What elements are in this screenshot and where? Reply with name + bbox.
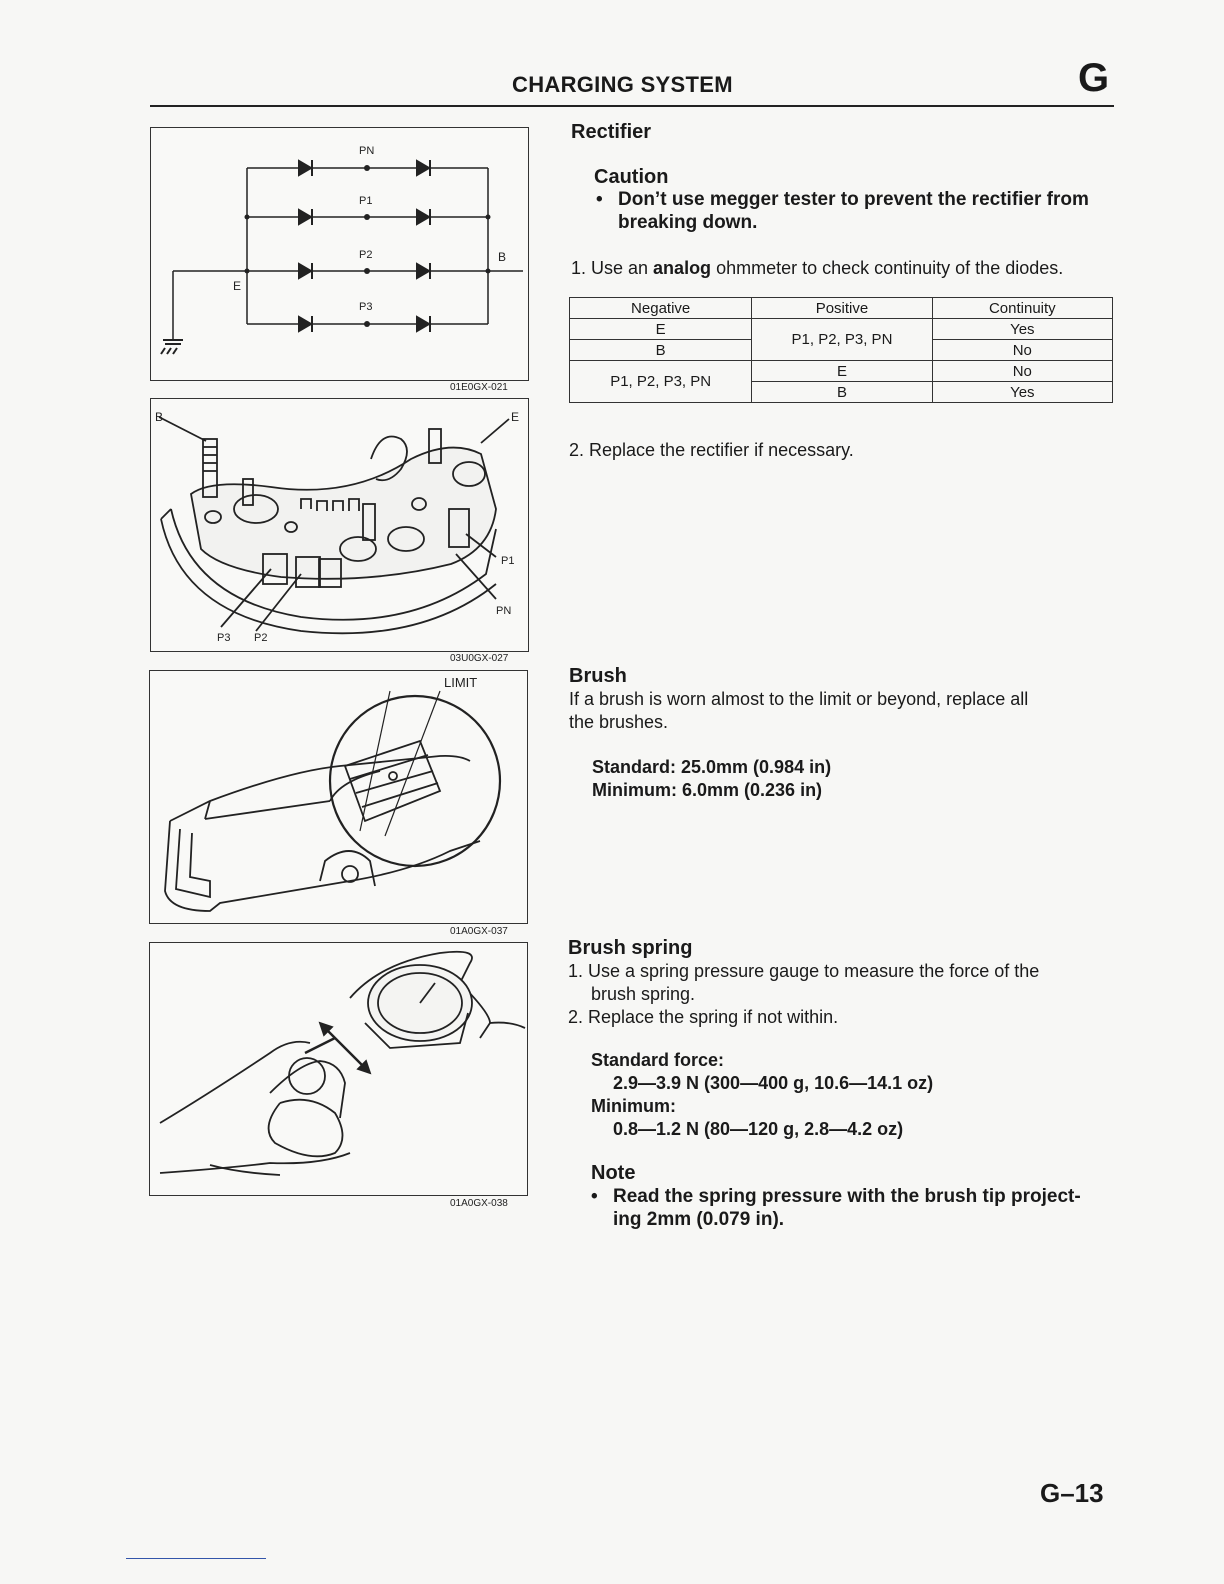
cell-continuity: Yes — [932, 319, 1112, 340]
cell-continuity: Yes — [932, 382, 1112, 403]
brush-text-line-2: the brushes. — [569, 712, 669, 732]
figure-code-spring: 01A0GX-038 — [450, 1198, 508, 1209]
figure-code-brush: 01A0GX-037 — [450, 926, 508, 937]
cell-negative: B — [570, 340, 752, 361]
brush-text-line-1: If a brush is worn almost to the limit or beyond, replace all — [569, 689, 1029, 709]
cell-negative: E — [570, 319, 752, 340]
note-heading: Note — [591, 1162, 636, 1184]
spring-heading: Brush spring — [568, 937, 693, 959]
rectifier-heading: Rectifier — [571, 121, 652, 143]
step1-post: ohmmeter to check continuity of the diodes. — [711, 258, 1064, 278]
page-title: CHARGING SYSTEM — [512, 72, 733, 97]
section-letter: G — [1078, 56, 1110, 100]
brush-illustration — [150, 671, 527, 923]
table-row — [570, 319, 1113, 340]
cell-continuity: No — [932, 340, 1112, 361]
brush-standard: Standard: 25.0mm (0.984 in) — [592, 757, 832, 777]
figure-code-schematic: 01E0GX-021 — [450, 382, 508, 393]
header-negative: Negative — [570, 298, 752, 319]
caution-line-2: breaking down. — [618, 212, 758, 233]
header-positive: Positive — [752, 298, 932, 319]
brush-minimum: Minimum: 6.0mm (0.236 in) — [592, 780, 823, 800]
label-e: E — [233, 279, 242, 293]
footer-rule — [126, 1558, 266, 1559]
label-pn: PN — [359, 145, 375, 157]
cell-positive: B — [752, 382, 932, 403]
label-p1: P1 — [359, 195, 373, 207]
brush-heading: Brush — [569, 665, 627, 687]
figure-code-rectifier: 03U0GX-027 — [450, 653, 509, 664]
rectifier-illustration-figure — [150, 398, 529, 652]
rectifier-step-1 — [571, 257, 1063, 280]
step1-pre: 1. Use an — [571, 258, 654, 278]
cell-positive: E — [752, 361, 932, 382]
header-continuity: Continuity — [932, 298, 1112, 319]
step1-bold: analog — [653, 258, 712, 278]
page-number: G–13 — [1040, 1478, 1104, 1508]
label-p2: P2 — [254, 632, 268, 644]
label-pn: PN — [496, 605, 512, 617]
spring-step-1a: 1. Use a spring pressure gauge to measure the force of the — [568, 961, 1040, 981]
spring-minimum-value: 0.8—1.2 N (80—120 g, 2.8—4.2 oz) — [613, 1119, 904, 1139]
spring-step-2: 2. Replace the spring if not within. — [568, 1007, 839, 1027]
brush-illustration-figure — [149, 670, 528, 924]
cell-continuity: No — [932, 361, 1112, 382]
label-b: B — [498, 250, 507, 264]
label-p2: P2 — [359, 249, 373, 261]
rectifier-schematic-figure — [150, 127, 529, 381]
rectifier-illustration — [151, 399, 528, 651]
caution-heading: Caution — [594, 166, 669, 188]
note-line-1: Read the spring pressure with the brush tip project- — [613, 1186, 1081, 1207]
spring-gauge-figure — [149, 942, 528, 1196]
label-e: E — [511, 410, 520, 424]
label-p1: P1 — [501, 555, 515, 567]
spring-gauge-illustration — [150, 943, 527, 1195]
bullet-dot: • — [596, 189, 603, 210]
label-p3: P3 — [217, 632, 231, 644]
table-header-row — [570, 298, 1113, 319]
header-rule — [150, 105, 1114, 107]
spring-standard-label: Standard force: — [591, 1050, 725, 1070]
spring-step-1b: brush spring. — [591, 984, 696, 1004]
cell-negative: P1, P2, P3, PN — [570, 361, 752, 403]
spring-standard-value: 2.9—3.9 N (300—400 g, 10.6—14.1 oz) — [613, 1073, 934, 1093]
rectifier-schematic-diagram — [151, 128, 528, 380]
rectifier-step-2: 2. Replace the rectifier if necessary. — [569, 440, 854, 460]
continuity-table — [569, 297, 1113, 403]
label-p3: P3 — [359, 301, 373, 313]
note-line-2: ing 2mm (0.079 in). — [613, 1209, 785, 1230]
spring-minimum-label: Minimum: — [591, 1096, 676, 1116]
caution-line-1: Don’t use megger tester to prevent the rectifier from — [618, 189, 1089, 210]
label-limit: LIMIT — [444, 675, 478, 690]
label-b: B — [155, 410, 164, 424]
bullet-dot: • — [591, 1186, 598, 1207]
table-row — [570, 361, 1113, 382]
cell-positive: P1, P2, P3, PN — [752, 319, 932, 361]
